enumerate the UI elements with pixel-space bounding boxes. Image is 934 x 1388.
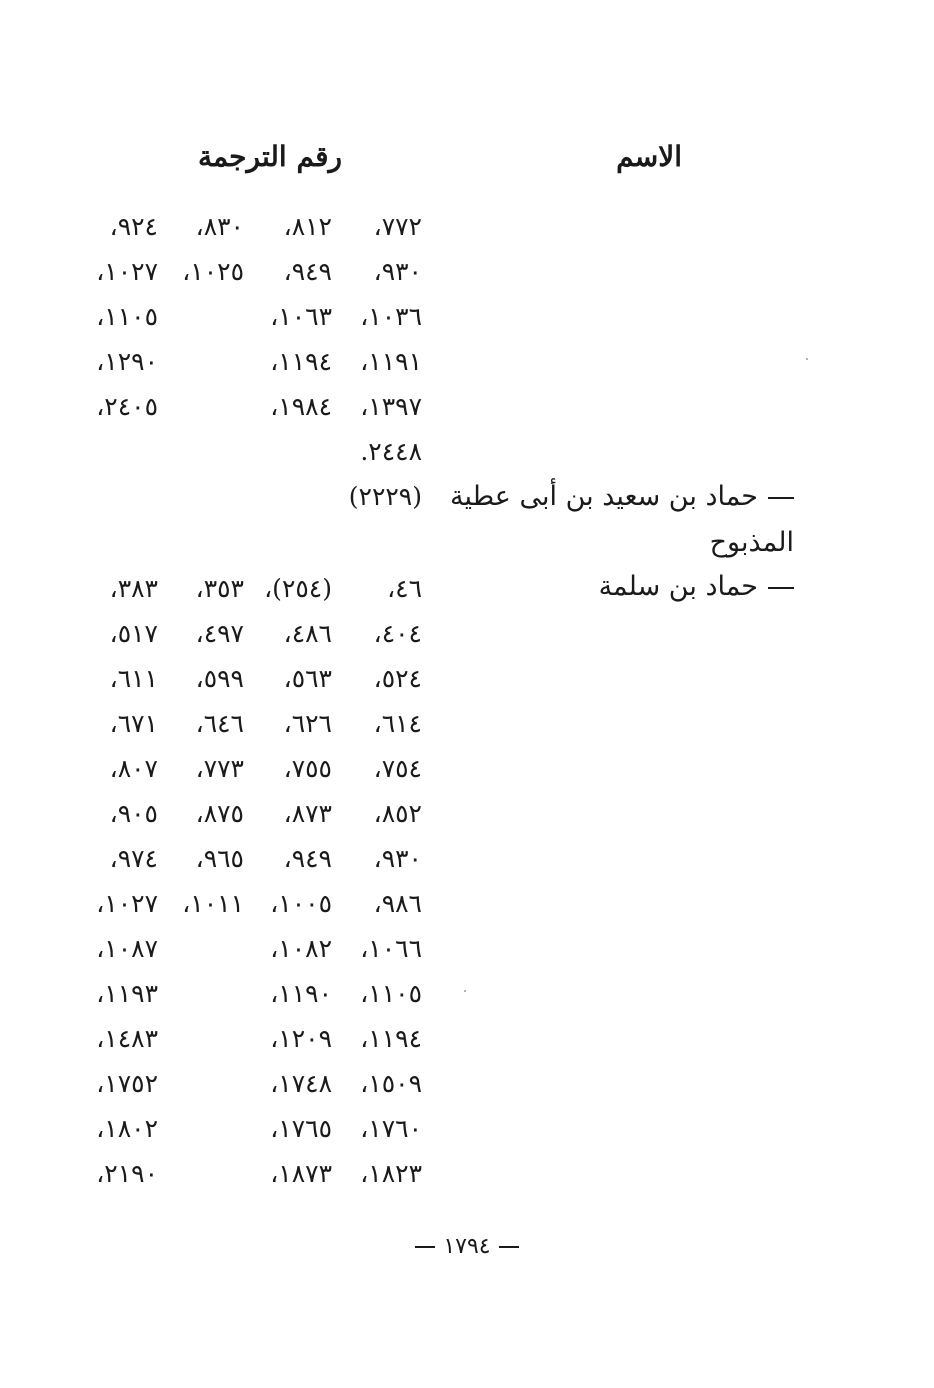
number-item: ١٥٠٩، bbox=[360, 1069, 422, 1098]
number-row bbox=[82, 836, 422, 881]
number-row bbox=[82, 1106, 422, 1151]
entry2-name-line1: حماد بن سلمة bbox=[598, 571, 758, 602]
entry0-numbers-end bbox=[82, 429, 422, 474]
number-item: ١٠٢٥، bbox=[182, 257, 244, 286]
entry1-name-line2: المذبوح bbox=[709, 527, 794, 558]
number-item: ٥٢٤، bbox=[373, 664, 422, 693]
number-item: ١٧٦٠، bbox=[360, 1114, 422, 1143]
number-item: ٥١٧، bbox=[109, 619, 158, 648]
number-item: ٦١٤، bbox=[373, 709, 422, 738]
number-row bbox=[82, 746, 422, 791]
number-row bbox=[82, 656, 422, 701]
number-item: ١٠٨٢، bbox=[270, 934, 332, 963]
paper-speck bbox=[806, 358, 808, 360]
paper-speck bbox=[464, 990, 466, 992]
page-footer bbox=[0, 1234, 934, 1259]
number-item: ١١٩٣، bbox=[96, 979, 158, 1008]
footer-dash bbox=[499, 1246, 519, 1248]
number-item: ١٠٢٧، bbox=[96, 889, 158, 918]
number-item: ١٨٢٣، bbox=[360, 1159, 422, 1188]
number-item: ٨٧٣، bbox=[283, 799, 332, 828]
number-item: ٩٨٦، bbox=[373, 889, 422, 918]
number-item: ١٤٨٣، bbox=[96, 1024, 158, 1053]
number-row bbox=[82, 1061, 422, 1106]
number-item: ٩٤٩، bbox=[283, 257, 332, 286]
number-item: ٧٥٤، bbox=[373, 754, 422, 783]
number-item: ٨٧٥، bbox=[195, 799, 244, 828]
column-header-name: الاسم bbox=[616, 140, 682, 173]
number-row bbox=[82, 611, 422, 656]
column-header-number: رقم الترجمة bbox=[197, 140, 342, 173]
number-item: ٧٥٥، bbox=[283, 754, 332, 783]
number-row bbox=[82, 339, 422, 384]
number-item: ٢٤٤٨. bbox=[360, 437, 422, 466]
number-row bbox=[82, 1151, 422, 1196]
number-item: ١٢٠٩، bbox=[270, 1024, 332, 1053]
number-item: ٦١١، bbox=[109, 664, 158, 693]
number-item: ١١٩٤، bbox=[270, 347, 332, 376]
number-item: ٥٩٩، bbox=[195, 664, 244, 693]
number-item: ٤٨٦، bbox=[283, 619, 332, 648]
number-item: ٨٣٠، bbox=[195, 212, 244, 241]
number-item: (٢٢٢٩) bbox=[348, 482, 422, 511]
entry1-name-line1: حماد بن سعيد بن أبى عطية bbox=[450, 481, 758, 512]
number-item: ٤٠٤، bbox=[373, 619, 422, 648]
number-item: ٨٥٢، bbox=[373, 799, 422, 828]
number-row bbox=[82, 926, 422, 971]
number-item: ١١٩٠، bbox=[270, 979, 332, 1008]
number-item: ٣٥٣، bbox=[195, 574, 244, 603]
number-row bbox=[82, 384, 422, 429]
number-row bbox=[82, 701, 422, 746]
number-row bbox=[82, 204, 422, 249]
number-item: ١٢٩٠، bbox=[96, 347, 158, 376]
number-item: ١٠٨٧، bbox=[96, 934, 158, 963]
number-item: ٩٠٥، bbox=[109, 799, 158, 828]
number-item: ٤٩٧، bbox=[195, 619, 244, 648]
entry2-name bbox=[599, 564, 794, 610]
number-item: ٩٣٠، bbox=[373, 257, 422, 286]
number-item: (٢٥٤)، bbox=[264, 574, 332, 603]
number-row bbox=[82, 791, 422, 836]
number-row bbox=[82, 971, 422, 1016]
entry1-numbers bbox=[82, 474, 422, 519]
page-number: ١٧٩٤ bbox=[443, 1234, 491, 1259]
number-item: ٩٢٤، bbox=[109, 212, 158, 241]
number-item: ١٠٦٦، bbox=[360, 934, 422, 963]
entry2-numbers bbox=[82, 566, 422, 1196]
number-item: ٩٦٥، bbox=[195, 844, 244, 873]
number-item: ١١٠٥، bbox=[96, 302, 158, 331]
number-item: ٥٦٣، bbox=[283, 664, 332, 693]
number-item: ١٣٩٧، bbox=[360, 392, 422, 421]
number-item: ١٠٠٥، bbox=[270, 889, 332, 918]
footer-dash bbox=[415, 1246, 435, 1248]
number-item: ٧٧٢، bbox=[373, 212, 422, 241]
entry-dash bbox=[768, 497, 794, 499]
number-item: ٦٤٦، bbox=[195, 709, 244, 738]
number-item: ٦٢٦، bbox=[283, 709, 332, 738]
number-item: ٨٠٧، bbox=[109, 754, 158, 783]
number-item: ٢١٩٠، bbox=[96, 1159, 158, 1188]
number-item: ١٠٢٧، bbox=[96, 257, 158, 286]
entry0-numbers bbox=[82, 204, 422, 429]
number-item: ١١٠٥، bbox=[360, 979, 422, 1008]
number-item: ١٧٦٥، bbox=[270, 1114, 332, 1143]
entry1-name bbox=[450, 474, 794, 520]
number-item: ٣٨٣، bbox=[109, 574, 158, 603]
number-item: ٩٤٩، bbox=[283, 844, 332, 873]
number-row bbox=[82, 881, 422, 926]
number-item: ١١٩٤، bbox=[360, 1024, 422, 1053]
number-row bbox=[82, 294, 422, 339]
number-item: ١٠٦٣، bbox=[270, 302, 332, 331]
number-item: ١٧٤٨، bbox=[270, 1069, 332, 1098]
entry-dash bbox=[768, 587, 794, 589]
number-row bbox=[82, 249, 422, 294]
number-item: ١٨٧٣، bbox=[270, 1159, 332, 1188]
number-item: ٤٦، bbox=[387, 574, 422, 603]
number-item: ٩٣٠، bbox=[373, 844, 422, 873]
number-item: ٨١٢، bbox=[283, 212, 332, 241]
number-item: ٢٤٠٥، bbox=[96, 392, 158, 421]
number-item: ١١٩١، bbox=[360, 347, 422, 376]
number-row bbox=[82, 1016, 422, 1061]
number-item: ٦٧١، bbox=[109, 709, 158, 738]
number-item: ١٠١١، bbox=[182, 889, 244, 918]
number-item: ١٠٣٦، bbox=[360, 302, 422, 331]
number-item: ١٧٥٢، bbox=[96, 1069, 158, 1098]
number-row bbox=[82, 566, 422, 611]
number-item: ١٩٨٤، bbox=[270, 392, 332, 421]
number-item: ٩٧٤، bbox=[109, 844, 158, 873]
number-item: ١٨٠٢، bbox=[96, 1114, 158, 1143]
number-item: ٧٧٣، bbox=[195, 754, 244, 783]
